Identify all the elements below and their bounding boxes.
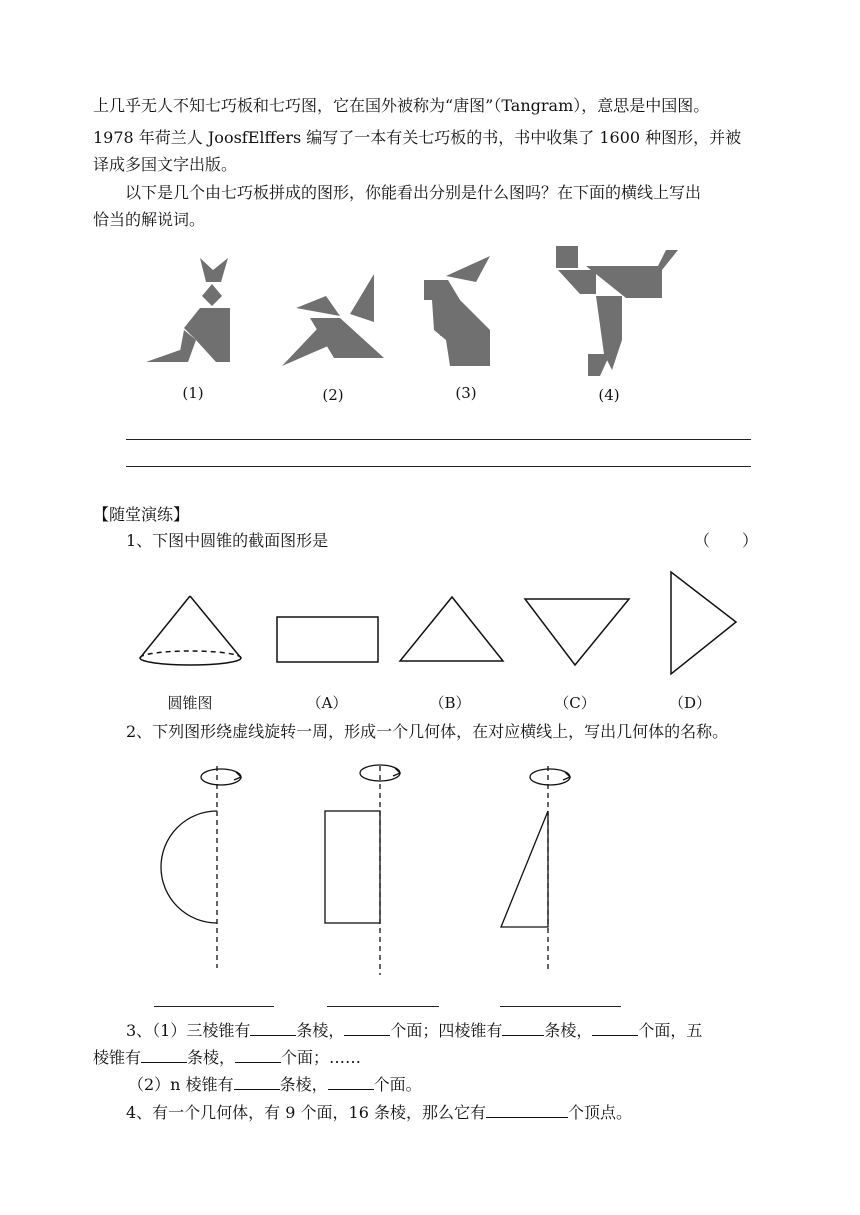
q2-answer-line-1[interactable] <box>154 1006 274 1007</box>
intro-line-5: 恰当的解说词。 <box>93 210 206 229</box>
blank-7[interactable] <box>234 1071 280 1090</box>
tangram-cat <box>146 258 230 362</box>
option-b-triangle <box>400 597 503 661</box>
option-c-triangle <box>525 599 629 665</box>
blank-5[interactable] <box>141 1044 187 1063</box>
rotation-figure-triangle <box>501 766 570 972</box>
q1-text: 1、下图中圆锥的截面图形是 <box>126 531 329 550</box>
caption-1: (1) <box>182 384 204 402</box>
blank-4[interactable] <box>592 1017 638 1036</box>
blank-1[interactable] <box>250 1017 296 1036</box>
caption-4: (4) <box>598 386 620 404</box>
blank-8[interactable] <box>328 1071 374 1090</box>
q1-cone-figure <box>140 596 241 665</box>
blank-9[interactable] <box>486 1099 568 1118</box>
q3-line-2: 棱锥有 条棱， 个面；…… <box>93 1044 361 1070</box>
intro-line-4: 以下是几个由七巧板拼成的图形，你能看出分别是什么图吗？在下面的横线上写出 <box>125 183 702 202</box>
caption-option-c: （C） <box>554 694 596 712</box>
caption-2: (2) <box>322 386 344 404</box>
tangram-figure-4 <box>556 246 678 376</box>
q4-line: 4、有一个几何体，有 9 个面，16 条棱，那么它有 个顶点。 <box>126 1099 632 1125</box>
q2-text: 2、下列图形绕虚线旋转一周，形成一个几何体，在对应横线上，写出几何体的名称。 <box>126 722 729 741</box>
caption-cone: 圆锥图 <box>167 694 213 712</box>
section-heading: 【随堂演练】 <box>93 505 190 524</box>
caption-option-b: （B） <box>429 694 471 712</box>
answer-line-2[interactable] <box>126 466 751 467</box>
q3-line-1: 3、（1）三棱锥有 条棱， 个面；四棱锥有 条棱， 个面，五 <box>126 1017 702 1043</box>
rotation-figure-rectangle <box>325 765 400 975</box>
intro-line-3: 译成多国文字出版。 <box>93 155 238 174</box>
intro-line-2: 1978 年荷兰人 JoosfElffers 编写了一本有关七巧板的书，书中收集了 1600 种图形，并被 <box>93 128 742 147</box>
tangram-figure-2 <box>282 274 384 366</box>
q3-line-3: （2）n 棱锥有 条棱， 个面。 <box>128 1071 422 1097</box>
option-a-rectangle <box>277 617 378 662</box>
tangram-rabbit <box>424 256 490 366</box>
option-d-triangle <box>671 572 736 674</box>
caption-option-d: （D） <box>668 694 712 712</box>
q2-answer-line-3[interactable] <box>500 1006 621 1007</box>
blank-2[interactable] <box>344 1017 390 1036</box>
blank-3[interactable] <box>502 1017 544 1036</box>
caption-3: (3) <box>455 384 477 402</box>
answer-line-1[interactable] <box>126 439 751 440</box>
q2-answer-line-2[interactable] <box>327 1006 439 1007</box>
caption-option-a: （A） <box>306 694 348 712</box>
blank-6[interactable] <box>235 1044 281 1063</box>
q1-answer-paren: （ ） <box>694 531 759 550</box>
intro-line-1: 上几乎无人不知七巧板和七巧图，它在国外被称为“唐图”（Tangram），意思是中国图。 <box>93 96 710 115</box>
rotation-figure-semicircle <box>161 766 241 968</box>
